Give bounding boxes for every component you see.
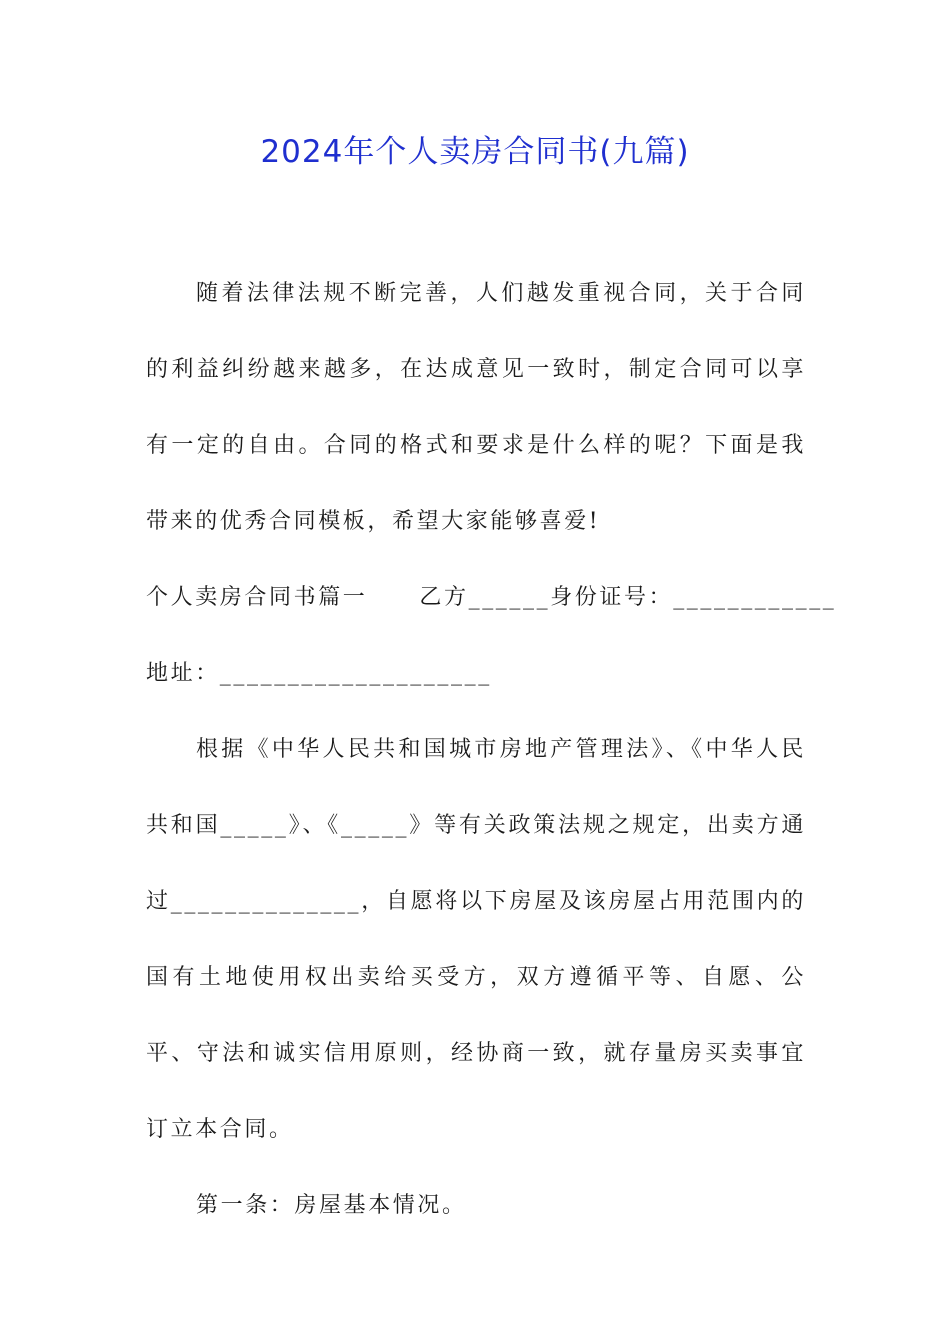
address-line: 地址：____________________ <box>146 661 492 686</box>
intro-paragraph: 随着法律法规不断完善，人们越发重视合同，关于合同的利益纠纷越来越多，在达成意见一致时，制定合同可以享有一定的自由。合同的格式和要求是什么样的呢？下面是我带来的优秀合同模板，希望大家能够喜爱! <box>146 281 806 534</box>
article-one-heading: 第一条：房屋基本情况。 <box>196 1193 467 1218</box>
document-body <box>146 256 837 1244</box>
section-heading-line <box>146 560 837 636</box>
section-heading: 个人卖房合同书篇一 <box>146 585 368 610</box>
party-b-line: 乙方______身份证号：____________ <box>419 585 837 610</box>
document-title: 2024年个人卖房合同书(九篇) <box>260 134 690 170</box>
basis-paragraph: 根据《中华人民共和国城市房地产管理法》、《中华人民共和国_____》、《_____》等有关政策法规之规定，出卖方通过______________，自愿将以下房屋及该房屋占用范围内的国有土地使用权出卖给买受方，双方遵循平等、自愿、公平、守法和诚实信用原则，经协商一致，就存量房买卖事宜订立本合同。 <box>146 737 806 1142</box>
